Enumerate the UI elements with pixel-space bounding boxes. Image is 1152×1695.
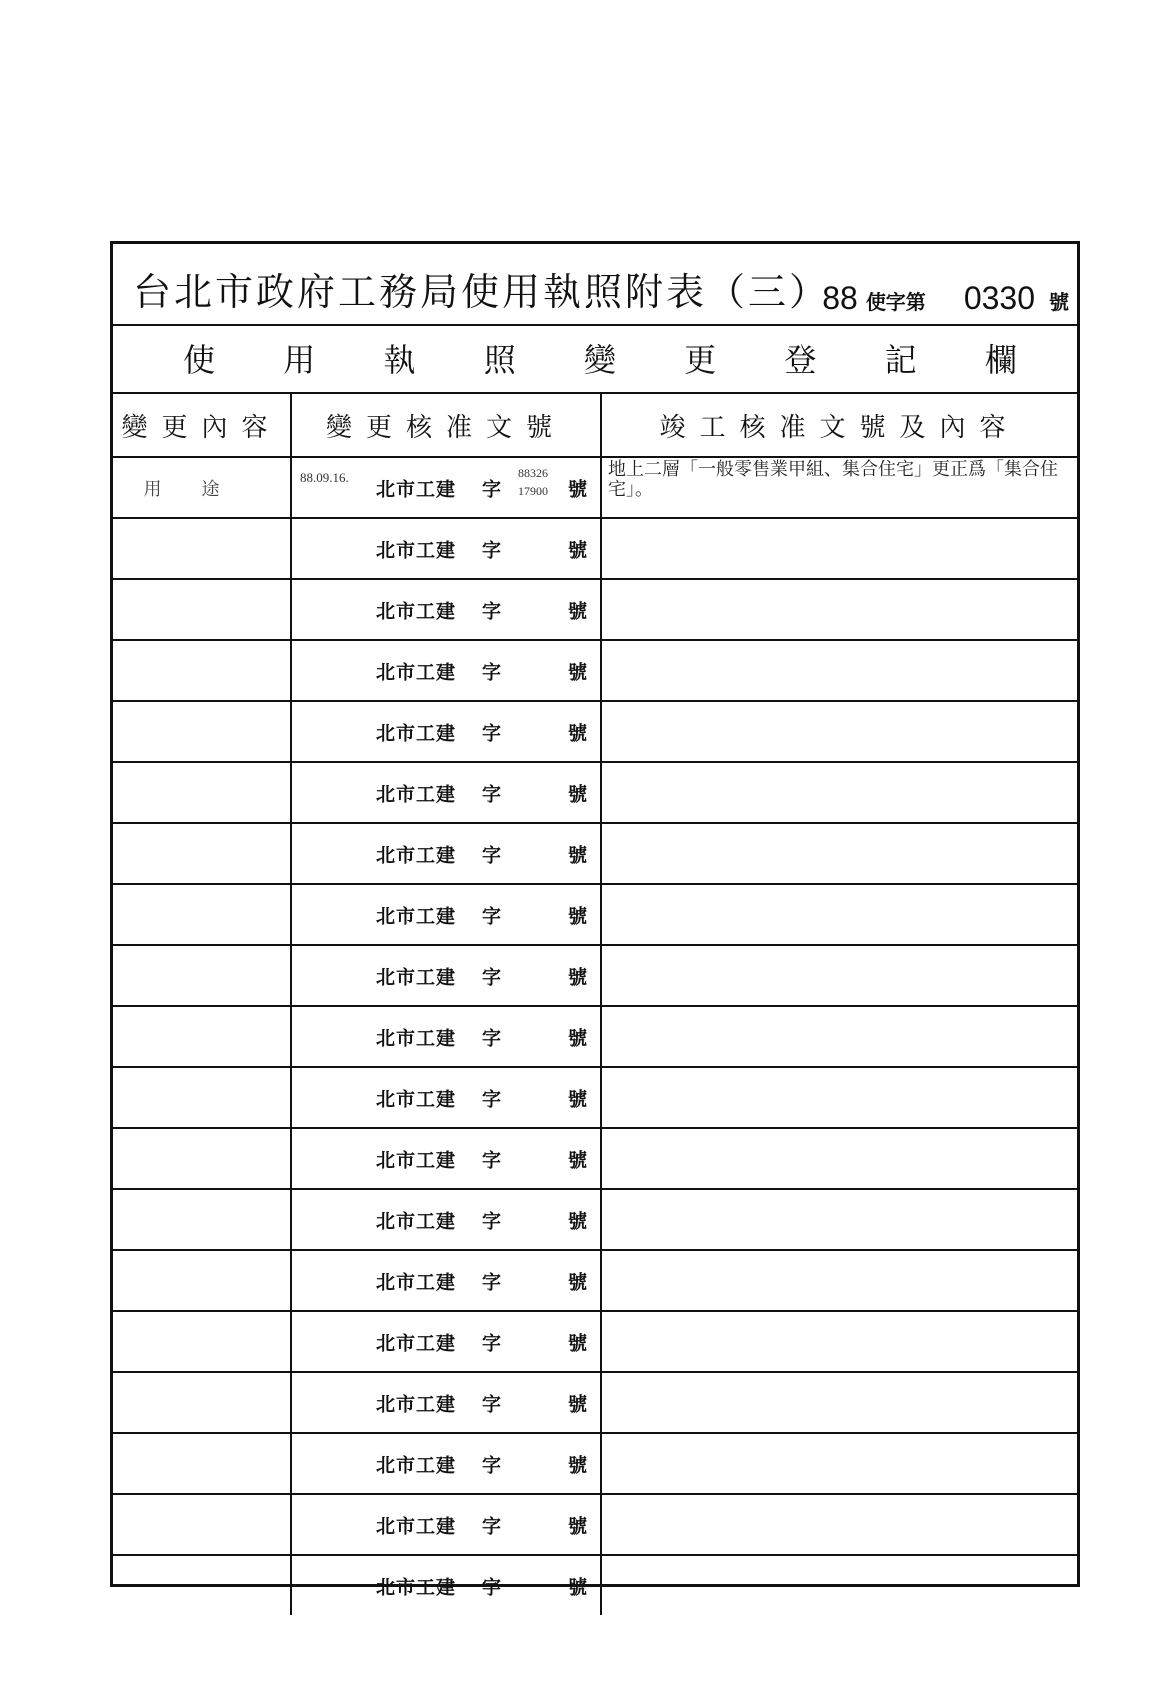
approval-zi: 字: [482, 966, 502, 988]
section-title-char: 記: [884, 341, 917, 379]
approval-zi: 字: [482, 1210, 502, 1232]
table-row: [113, 1189, 1077, 1250]
change-content-cell: [113, 1250, 291, 1311]
completion-content-cell: [601, 1128, 1077, 1189]
change-content-cell: 用途: [113, 457, 291, 518]
approval-serial: [518, 464, 548, 500]
table-row: [113, 701, 1077, 762]
table-header-row: [113, 394, 1077, 457]
approval-office: 北市工建: [376, 600, 457, 622]
completion-content-cell: [601, 884, 1077, 945]
approval-hao: 號: [568, 1210, 588, 1232]
section-title-char: 使: [183, 341, 216, 379]
approval-serial-bottom: 17900: [518, 484, 548, 498]
approval-number-cell: [291, 457, 601, 518]
approval-number-cell: [291, 762, 601, 823]
approval-zi: 字: [482, 1576, 502, 1598]
approval-number-cell: [291, 1433, 601, 1494]
table-row: [113, 884, 1077, 945]
approval-zi: 字: [482, 1088, 502, 1110]
header-completion-approval: 竣工核准文號及內容: [601, 394, 1077, 457]
approval-office: 北市工建: [376, 1515, 457, 1537]
section-title-char: 變: [583, 341, 616, 379]
change-content-cell: [113, 1555, 291, 1615]
table-row: [113, 640, 1077, 701]
completion-content-cell: [601, 518, 1077, 579]
license-year: 88: [822, 280, 858, 316]
header-change-content: 變更內容: [113, 394, 291, 457]
table-row: [113, 1372, 1077, 1433]
change-content-cell: [113, 762, 291, 823]
section-title-char: 欄: [984, 341, 1017, 379]
table-row: [113, 945, 1077, 1006]
approval-office: 北市工建: [376, 661, 457, 683]
approval-office: 北市工建: [376, 478, 457, 500]
completion-content-cell: [601, 701, 1077, 762]
change-content-cell: [113, 1067, 291, 1128]
approval-hao: 號: [568, 966, 588, 988]
approval-number-cell: [291, 701, 601, 762]
approval-number-cell: [291, 823, 601, 884]
change-content-cell: [113, 1494, 291, 1555]
approval-zi: 字: [482, 539, 502, 561]
license-number-block: [822, 280, 1069, 317]
approval-office: 北市工建: [376, 539, 457, 561]
completion-content-cell: [601, 945, 1077, 1006]
section-title-char: 照: [483, 341, 516, 379]
approval-number-cell: [291, 1128, 601, 1189]
approval-office: 北市工建: [376, 1271, 457, 1293]
completion-content-cell: [601, 1433, 1077, 1494]
approval-hao: 號: [568, 1454, 588, 1476]
approval-number-cell: [291, 640, 601, 701]
change-content-cell: [113, 1433, 291, 1494]
approval-hao: 號: [568, 1393, 588, 1415]
approval-zi: 字: [482, 1393, 502, 1415]
completion-content-cell: [601, 1494, 1077, 1555]
approval-zi: 字: [482, 783, 502, 805]
table-row: [113, 1128, 1077, 1189]
table-row: [113, 518, 1077, 579]
license-number: 0330: [963, 280, 1035, 316]
form-title: 台北市政府工務局使用執照附表（三）: [133, 270, 831, 314]
license-suffix: 號: [1049, 290, 1069, 314]
change-content-cell: [113, 701, 291, 762]
change-content-cell: [113, 1311, 291, 1372]
approval-zi: 字: [482, 1027, 502, 1049]
completion-content-cell: [601, 1250, 1077, 1311]
approval-office: 北市工建: [376, 966, 457, 988]
completion-content-cell: [601, 823, 1077, 884]
header-change-approval-no: 變更核准文號: [291, 394, 601, 457]
section-title-char: 執: [383, 341, 416, 379]
approval-zi: 字: [482, 1149, 502, 1171]
approval-number-cell: [291, 1311, 601, 1372]
approval-number-cell: [291, 1372, 601, 1433]
completion-content-cell: [601, 1189, 1077, 1250]
approval-office: 北市工建: [376, 722, 457, 744]
table-row: [113, 1555, 1077, 1615]
title-row: [113, 244, 1077, 326]
approval-office: 北市工建: [376, 783, 457, 805]
approval-office: 北市工建: [376, 844, 457, 866]
approval-hao: 號: [568, 722, 588, 744]
approval-number-cell: [291, 945, 601, 1006]
approval-zi: 字: [482, 600, 502, 622]
approval-office: 北市工建: [376, 1454, 457, 1476]
approval-number-cell: [291, 1006, 601, 1067]
table-row: [113, 1006, 1077, 1067]
approval-hao: 號: [568, 1027, 588, 1049]
change-content-cell: [113, 640, 291, 701]
approval-office: 北市工建: [376, 1393, 457, 1415]
approval-zi: 字: [482, 1515, 502, 1537]
approval-number-cell: [291, 1067, 601, 1128]
completion-content-cell: [601, 640, 1077, 701]
completion-content-cell: 地上二層「一般零售業甲組、集合住宅」更正爲「集合住宅」。: [601, 457, 1077, 518]
approval-hao: 號: [568, 539, 588, 561]
approval-hao: 號: [568, 844, 588, 866]
table-row: [113, 1494, 1077, 1555]
table-row: [113, 823, 1077, 884]
approval-hao: 號: [568, 600, 588, 622]
change-registration-table: [113, 394, 1077, 1615]
approval-number-cell: [291, 1250, 601, 1311]
completion-content-cell: [601, 1067, 1077, 1128]
change-content-cell: [113, 1006, 291, 1067]
approval-office: 北市工建: [376, 1576, 457, 1598]
completion-content-cell: [601, 1311, 1077, 1372]
approval-zi: 字: [482, 844, 502, 866]
usage-license-appendix-form: [110, 241, 1080, 1598]
approval-office: 北市工建: [376, 1088, 457, 1110]
section-title-char: 登: [784, 341, 817, 379]
approval-office: 北市工建: [376, 905, 457, 927]
table-row: [113, 579, 1077, 640]
change-content-cell: [113, 1372, 291, 1433]
approval-zi: 字: [482, 905, 502, 927]
completion-content-cell: [601, 579, 1077, 640]
section-title-char: 更: [684, 341, 717, 379]
approval-office: 北市工建: [376, 1149, 457, 1171]
approval-serial-top: 88326: [518, 466, 548, 480]
change-content-cell: [113, 884, 291, 945]
change-content-cell: [113, 945, 291, 1006]
change-content-cell: [113, 1128, 291, 1189]
license-type-label: 使字第: [865, 290, 926, 314]
approval-number-cell: [291, 884, 601, 945]
approval-hao: 號: [568, 1515, 588, 1537]
section-title-char: 用: [283, 341, 316, 379]
approval-hao: 號: [568, 905, 588, 927]
approval-number-cell: [291, 1189, 601, 1250]
section-title: [113, 324, 1077, 394]
approval-office: 北市工建: [376, 1210, 457, 1232]
approval-office: 北市工建: [376, 1027, 457, 1049]
approval-number-cell: [291, 1494, 601, 1555]
change-content-cell: [113, 579, 291, 640]
approval-zi: 字: [482, 478, 502, 500]
table-row: [113, 1433, 1077, 1494]
approval-number-cell: [291, 1555, 601, 1615]
approval-zi: 字: [482, 1332, 502, 1354]
completion-content-cell: [601, 762, 1077, 823]
approval-hao: 號: [568, 1332, 588, 1354]
approval-hao: 號: [568, 1271, 588, 1293]
change-content-cell: [113, 518, 291, 579]
approval-zi: 字: [482, 661, 502, 683]
change-content-cell: [113, 823, 291, 884]
approval-zi: 字: [482, 1454, 502, 1476]
table-row: [113, 762, 1077, 823]
approval-zi: 字: [482, 722, 502, 744]
table-row: [113, 457, 1077, 518]
completion-content-cell: [601, 1006, 1077, 1067]
approval-zi: 字: [482, 1271, 502, 1293]
approval-hao: 號: [568, 661, 588, 683]
approval-date: 88.09.16.: [300, 470, 349, 485]
table-row: [113, 1250, 1077, 1311]
approval-hao: 號: [568, 478, 588, 500]
approval-number-cell: [291, 518, 601, 579]
approval-office: 北市工建: [376, 1332, 457, 1354]
approval-number-cell: [291, 579, 601, 640]
completion-content-cell: [601, 1555, 1077, 1615]
approval-hao: 號: [568, 1576, 588, 1598]
completion-content-cell: [601, 1372, 1077, 1433]
approval-hao: 號: [568, 1149, 588, 1171]
table-row: [113, 1067, 1077, 1128]
change-content-cell: [113, 1189, 291, 1250]
approval-hao: 號: [568, 783, 588, 805]
approval-hao: 號: [568, 1088, 588, 1110]
table-row: [113, 1311, 1077, 1372]
